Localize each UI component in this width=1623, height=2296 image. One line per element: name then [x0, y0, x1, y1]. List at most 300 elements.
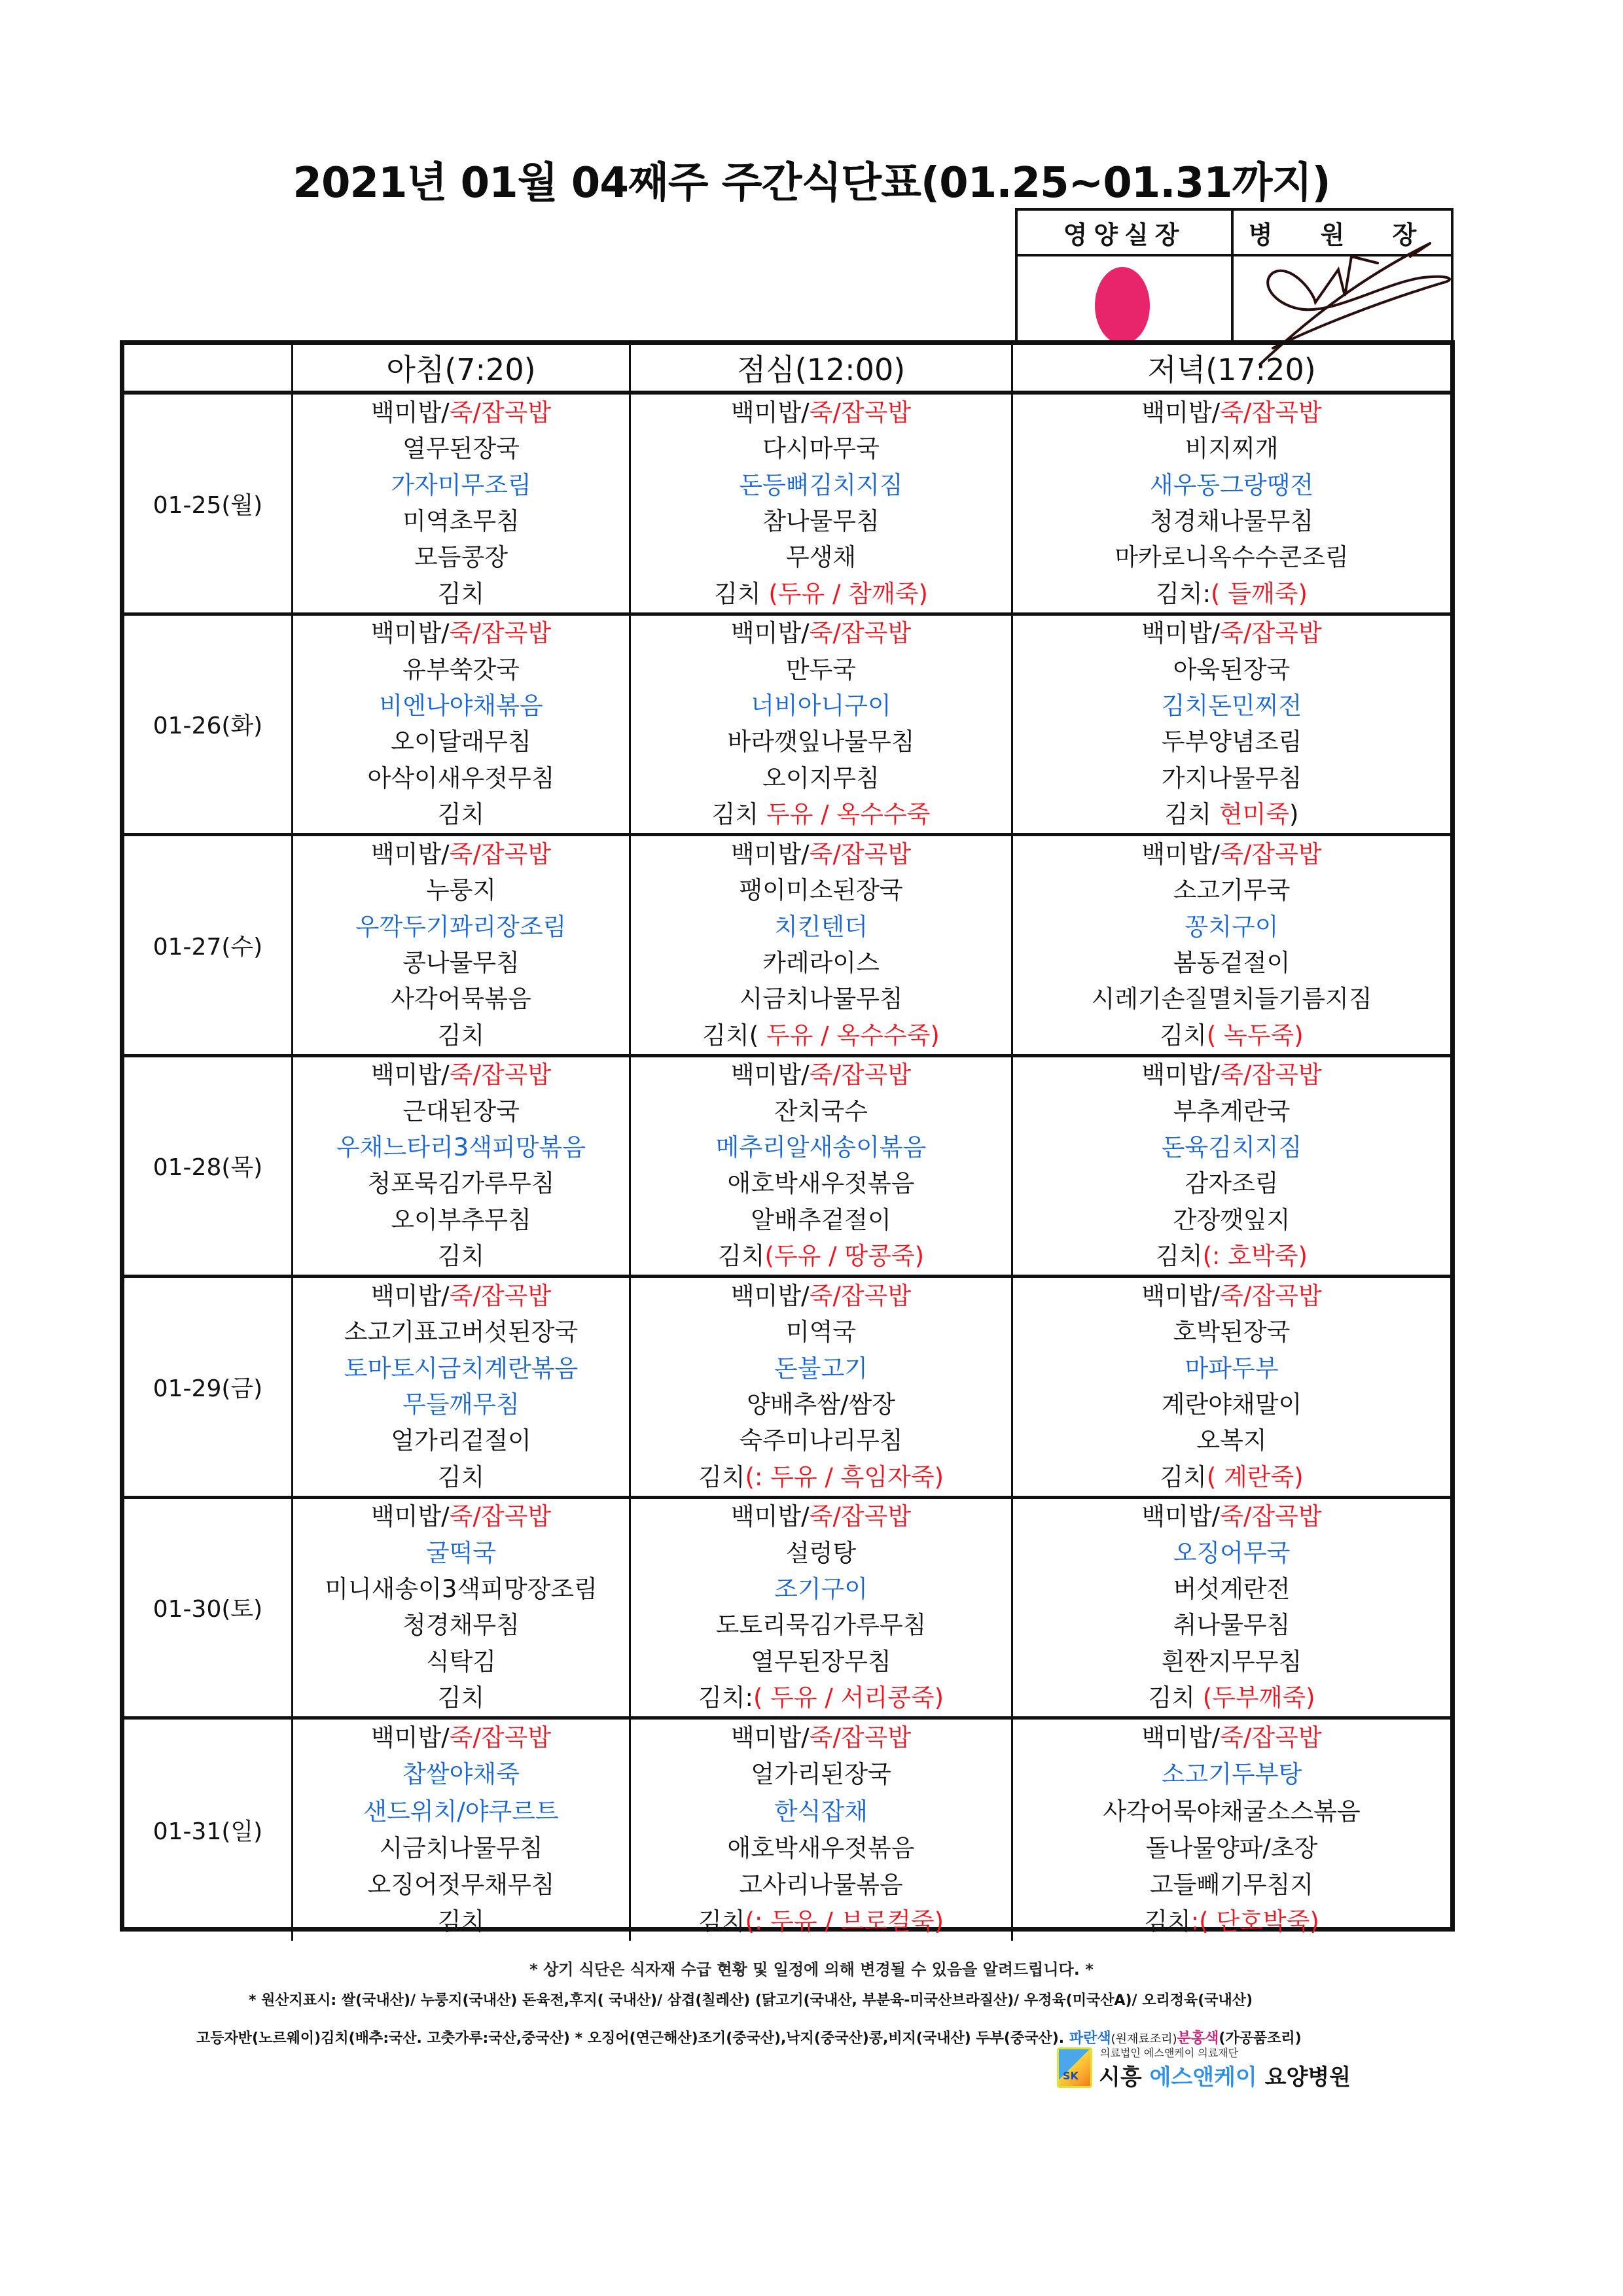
- menu-item: [774, 1794, 868, 1829]
- menu-item-text: 죽/잡곡밥: [1220, 1281, 1322, 1310]
- menu-item: [438, 1904, 484, 1939]
- menu-item-text: 열무된장국: [402, 434, 520, 463]
- logo-name-part1: 시흥: [1099, 2064, 1150, 2091]
- menu-item: [368, 1166, 555, 1201]
- dinner-cell: [1013, 1499, 1450, 1717]
- menu-item-text: 현미죽: [1219, 800, 1290, 829]
- menu-item: [1141, 616, 1321, 651]
- menu-item-text: 백미밥/: [370, 398, 450, 427]
- menu-item: [1162, 1130, 1302, 1165]
- date-label: 01-25(월): [152, 491, 263, 519]
- menu-item-text: 김치: [1148, 1684, 1203, 1712]
- menu-item-text: 오징어젓무채무침: [367, 1871, 555, 1899]
- menu-item: [1092, 981, 1372, 1017]
- menu-item-text: 백미밥/: [730, 398, 810, 427]
- menu-item-text: 숙주미나리무침: [739, 1426, 903, 1455]
- menu-item-text: 김치: [714, 579, 769, 608]
- menu-item-text: 김치: [698, 1907, 745, 1936]
- menu-item: [1160, 1460, 1303, 1495]
- menu-item-text: 새우동그랑땡전: [1149, 470, 1314, 499]
- menu-item-text: 치킨텐더: [774, 912, 868, 941]
- menu-item-text: 애호박새우젓볶음: [727, 1833, 915, 1862]
- menu-item: [731, 616, 911, 651]
- menu-item: [751, 1757, 891, 1792]
- breakfast-cell: [293, 1278, 631, 1496]
- menu-item-text: 무생채: [785, 543, 857, 572]
- header-date-cell: [124, 345, 293, 391]
- menu-item: [739, 873, 902, 908]
- table-row: [124, 836, 1450, 1057]
- menu-item-text: 김치: [1144, 1907, 1191, 1936]
- menu-item: [1165, 797, 1299, 832]
- menu-item: [438, 1018, 484, 1053]
- menu-item: [402, 1757, 520, 1792]
- menu-item: [1146, 1831, 1318, 1866]
- menu-item: [751, 1203, 891, 1238]
- menu-item: [731, 1279, 911, 1314]
- menu-item-text: ( 두유 / 서리콩죽): [753, 1684, 944, 1712]
- menu-item-text: 부추계란국: [1173, 1097, 1291, 1125]
- menu-item: [1173, 1608, 1291, 1643]
- menu-item: [774, 1351, 868, 1386]
- breakfast-cell: [293, 1057, 631, 1275]
- menu-item-text: 백미밥/: [730, 839, 810, 868]
- logo-name: [1099, 2059, 1351, 2091]
- menu-item-text: 유부쑥갓국: [402, 655, 520, 684]
- date-label: 01-28(목): [152, 1154, 263, 1182]
- menu-item: [762, 431, 880, 467]
- menu-item-text: 카레라이스: [762, 948, 880, 977]
- menu-item-text: 죽/잡곡밥: [1220, 1502, 1322, 1531]
- menu-item-text: 죽/잡곡밥: [1220, 839, 1322, 868]
- menu-item-text: 봄동겉절이: [1173, 948, 1291, 977]
- menu-item: [786, 1536, 856, 1571]
- menu-item-text: 도토리묵김가루무침: [715, 1611, 927, 1640]
- approval-label-hospital-director: 병 원 장: [1234, 211, 1451, 256]
- menu-item: [426, 873, 496, 908]
- menu-item-text: 너비아니구이: [751, 692, 891, 720]
- legend-pink-label: 분홍색: [1177, 2030, 1219, 2047]
- menu-item-text: 버섯계란전: [1173, 1575, 1291, 1604]
- menu-item: [325, 1572, 597, 1607]
- breakfast-cell: [293, 1720, 631, 1941]
- menu-item-text: 죽/잡곡밥: [449, 398, 552, 427]
- menu-item: [1160, 1018, 1303, 1053]
- menu-item: [1162, 688, 1302, 724]
- menu-item-text: 김치: [1164, 800, 1219, 829]
- menu-item: [1148, 1680, 1315, 1716]
- menu-item: [728, 724, 915, 760]
- menu-item: [1173, 1536, 1291, 1571]
- menu-item: [438, 1239, 484, 1274]
- menu-item-text: ): [1289, 800, 1299, 829]
- menu-item: [371, 1720, 551, 1756]
- menu-item: [1141, 837, 1321, 872]
- menu-item-text: ( 들깨죽): [1211, 579, 1308, 608]
- date-label: 01-29(금): [152, 1375, 263, 1402]
- menu-item-text: 찹쌀야채죽: [402, 1760, 520, 1789]
- menu-item-text: 마카로니옥수수콘조림: [1115, 543, 1349, 572]
- menu-item: [774, 1572, 868, 1607]
- menu-item: [1103, 1794, 1360, 1829]
- menu-item: [702, 1018, 940, 1053]
- menu-item: [762, 945, 880, 981]
- table-row: [124, 1278, 1450, 1499]
- menu-item-text: 김치(: [702, 1021, 759, 1050]
- menu-item-text: 토마토시금치계란볶음: [344, 1354, 579, 1383]
- menu-item-text: 김치: [437, 1021, 485, 1050]
- menu-item-text: 얼가리겉절이: [391, 1426, 531, 1455]
- dinner-cell: [1013, 395, 1450, 612]
- menu-item: [438, 1680, 484, 1716]
- menu-item: [1196, 1423, 1266, 1458]
- menu-item-text: 두유 / 옥수수죽: [766, 800, 931, 829]
- logo-subtitle: 의료법인 에스앤케이 의료재단: [1100, 2047, 1239, 2059]
- approval-label-nutrition-chief: 영양실장: [1018, 211, 1234, 256]
- menu-item-text: 김치: [437, 579, 485, 608]
- menu-item: [363, 1794, 558, 1829]
- menu-item-text: 죽/잡곡밥: [809, 1281, 912, 1310]
- menu-item-text: (: 호박죽): [1202, 1242, 1308, 1271]
- menu-item-text: 다시마무국: [762, 434, 880, 463]
- menu-item-text: 잔치국수: [774, 1097, 868, 1125]
- menu-item: [391, 981, 531, 1017]
- menu-item: [368, 761, 555, 796]
- menu-item-text: 죽/잡곡밥: [449, 1281, 552, 1310]
- date-cell: [124, 1278, 293, 1496]
- menu-item-text: (두부깨죽): [1202, 1684, 1315, 1712]
- menu-item-text: 백미밥/: [370, 1723, 450, 1752]
- menu-item-text: 백미밥/: [1141, 1502, 1221, 1531]
- legend-pink-desc: (가공품조리): [1219, 2030, 1302, 2047]
- menu-item-text: 알배추겉절이: [751, 1205, 891, 1234]
- lunch-cell: [631, 395, 1013, 612]
- menu-item: [728, 1166, 915, 1201]
- dinner-cell: [1013, 1720, 1450, 1941]
- logo-name-part2: 에스앤케이: [1149, 2064, 1257, 2091]
- menu-item-text: 고들빼기무침지: [1149, 1871, 1314, 1899]
- menu-item-text: ( 녹두죽): [1206, 1021, 1304, 1050]
- menu-item: [751, 688, 891, 724]
- menu-item-text: 백미밥/: [1141, 398, 1221, 427]
- breakfast-cell: [293, 836, 631, 1054]
- menu-item: [786, 652, 856, 688]
- table-header-row: [124, 345, 1450, 395]
- menu-item-text: 김치:: [1156, 579, 1211, 608]
- menu-item-text: 오징어무국: [1173, 1538, 1291, 1567]
- menu-item-text: 아욱된장국: [1173, 655, 1291, 684]
- menu-item-text: 콩나물무침: [402, 948, 520, 977]
- menu-item: [371, 1279, 551, 1314]
- menu-item: [1141, 395, 1321, 431]
- menu-item-text: 죽/잡곡밥: [809, 1061, 912, 1089]
- menu-item-text: 열무된장무침: [751, 1647, 891, 1676]
- menu-item-text: 가자미무조림: [391, 470, 531, 499]
- menu-item-text: 죽/잡곡밥: [449, 839, 552, 868]
- menu-item: [739, 1867, 902, 1903]
- menu-item-text: 설렁탕: [785, 1538, 857, 1567]
- menu-item: [391, 1423, 531, 1458]
- breakfast-cell: [293, 395, 631, 612]
- menu-item: [336, 1130, 586, 1165]
- menu-item-text: 돈육김치지짐: [1161, 1133, 1302, 1162]
- logo-mark-icon: [1057, 2047, 1092, 2088]
- menu-item: [1162, 1757, 1302, 1792]
- menu-item: [1144, 1904, 1319, 1939]
- menu-item: [1150, 468, 1313, 503]
- lunch-cell: [631, 1057, 1013, 1275]
- menu-item: [731, 1720, 911, 1756]
- menu-item: [438, 576, 484, 612]
- menu-item: [426, 1536, 496, 1571]
- stamp-icon: [1095, 267, 1150, 344]
- menu-item: [356, 910, 567, 945]
- menu-item-text: 오이달래무침: [391, 728, 531, 756]
- menu-item: [344, 1351, 578, 1386]
- menu-item: [1173, 873, 1291, 908]
- menu-item: [716, 1130, 927, 1165]
- menu-item-text: 죽/잡곡밥: [449, 1061, 552, 1089]
- menu-item-text: 소고기두부탕: [1161, 1760, 1302, 1789]
- menu-item-text: 흰짠지무무침: [1161, 1647, 1302, 1676]
- menu-item-text: 얼가리된장국: [751, 1760, 891, 1789]
- menu-item-text: 김치: [437, 1462, 485, 1491]
- header-lunch: 점심(12:00): [631, 345, 1013, 391]
- menu-item-text: 호박된장국: [1173, 1318, 1291, 1347]
- menu-item-text: 죽/잡곡밥: [1220, 398, 1322, 427]
- menu-item-text: 취나물무침: [1173, 1611, 1291, 1640]
- menu-item: [368, 1867, 555, 1903]
- menu-item: [1141, 1499, 1321, 1534]
- menu-item-text: 비지찌개: [1185, 434, 1279, 463]
- dinner-cell: [1013, 616, 1450, 834]
- menu-item: [402, 1387, 520, 1422]
- menu-item: [1173, 1094, 1291, 1129]
- menu-item-text: 두부양념조림: [1161, 728, 1302, 756]
- menu-item: [714, 576, 928, 612]
- menu-item: [698, 1680, 944, 1716]
- menu-item: [402, 1608, 520, 1643]
- menu-item-text: 청경채무침: [402, 1611, 520, 1640]
- menu-item-text: 오복지: [1196, 1426, 1267, 1455]
- menu-item: [1185, 431, 1279, 467]
- menu-item-text: 미니새송이3색피망장조림: [325, 1575, 597, 1604]
- dinner-cell: [1013, 1278, 1450, 1496]
- menu-item: [762, 761, 880, 796]
- legend-blue-desc: (원재료조리): [1111, 2032, 1177, 2046]
- menu-item: [391, 724, 531, 760]
- menu-item-text: 돌나물양파/초장: [1145, 1833, 1318, 1862]
- logo-mark-text: SK: [1063, 2070, 1079, 2082]
- menu-item: [371, 616, 551, 651]
- menu-item-text: 고사리나물볶음: [739, 1871, 903, 1899]
- menu-item-text: (: 두유 / 흑임자죽): [745, 1462, 944, 1491]
- menu-item: [426, 1644, 496, 1680]
- menu-item-text: 백미밥/: [370, 1061, 450, 1089]
- lunch-cell: [631, 1278, 1013, 1496]
- menu-item-text: 두유 / 옥수수죽): [758, 1021, 940, 1050]
- menu-item-text: 간장깻잎지: [1173, 1205, 1291, 1234]
- menu-item-text: 백미밥/: [370, 839, 450, 868]
- menu-item: [774, 910, 868, 945]
- menu-item: [1162, 724, 1302, 760]
- menu-item: [1162, 1644, 1302, 1680]
- menu-item: [698, 1460, 944, 1495]
- menu-item-text: 시금치나물무침: [379, 1833, 543, 1862]
- menu-item-text: 청경채나물무침: [1149, 506, 1314, 535]
- menu-item-text: 백미밥/: [1141, 1061, 1221, 1089]
- table-row: [124, 1720, 1450, 1941]
- menu-item-text: 죽/잡곡밥: [809, 619, 912, 648]
- menu-item: [774, 1094, 868, 1129]
- menu-item-text: 돈등뼈김치지짐: [739, 470, 903, 499]
- menu-item: [371, 1057, 551, 1093]
- menu-item-text: 백미밥/: [1141, 619, 1221, 648]
- menu-item-text: (두유 / 땅콩죽): [764, 1242, 925, 1271]
- menu-item-text: 백미밥/: [370, 1281, 450, 1310]
- menu-item-text: 백미밥/: [1141, 1281, 1221, 1310]
- menu-item: [1156, 576, 1308, 612]
- header-dinner: 저녁(17:20): [1147, 352, 1316, 387]
- menu-item: [391, 1203, 531, 1238]
- menu-item-text: 조기구이: [774, 1575, 868, 1604]
- date-cell: [124, 395, 293, 612]
- menu-item-text: 식탁김: [425, 1647, 497, 1676]
- menu-item: [728, 1831, 915, 1866]
- menu-item: [402, 504, 520, 539]
- menu-item: [1173, 652, 1291, 688]
- menu-item-text: 죽/잡곡밥: [1220, 1061, 1322, 1089]
- menu-item: [712, 797, 931, 832]
- breakfast-cell: [293, 1499, 631, 1717]
- menu-item-text: 사각어묵볶음: [391, 985, 531, 1014]
- menu-item: [739, 1423, 902, 1458]
- menu-item: [1185, 1351, 1279, 1386]
- menu-item-text: 죽/잡곡밥: [449, 619, 552, 648]
- menu-item-text: (두유 / 참깨죽): [768, 579, 928, 608]
- menu-item: [731, 1057, 911, 1093]
- menu-item-text: 감자조림: [1185, 1169, 1279, 1198]
- legend-blue-label: 파란색: [1069, 2030, 1111, 2047]
- menu-item-text: (: 두유 / 브로컬죽): [745, 1907, 944, 1936]
- menu-item: [402, 945, 520, 981]
- menu-item: [438, 797, 484, 832]
- menu-item-text: 김치: [698, 1462, 745, 1491]
- menu-item: [344, 1315, 578, 1350]
- menu-item-text: 모듬콩장: [414, 543, 508, 572]
- menu-item-text: 한식잡채: [774, 1797, 868, 1826]
- menu-item-text: 미역국: [785, 1318, 857, 1347]
- origin-line-2-text: 고등자반(노르웨이)김치(배추:국산. 고춧가루:국산,중국산) * 오징어(연근해산)조기(중국산),낙지(중국산)콩,비지(국내산) 두부(중국산).: [196, 2030, 1065, 2047]
- menu-item: [1141, 1720, 1321, 1756]
- menu-item: [379, 688, 543, 724]
- logo-name-part3: 요양병원: [1257, 2064, 1351, 2091]
- menu-item-text: 계란야채말이: [1161, 1390, 1302, 1419]
- menu-item: [786, 1315, 856, 1350]
- menu-item-text: 김치: [1156, 1242, 1203, 1271]
- menu-item: [731, 395, 911, 431]
- lunch-cell: [631, 836, 1013, 1054]
- menu-item-text: 바라깻잎나물무침: [727, 728, 915, 756]
- menu-item-text: 백미밥/: [370, 619, 450, 648]
- menu-item-text: 비엔나야채볶음: [379, 692, 543, 720]
- menu-item: [391, 468, 531, 503]
- menu-item: [379, 1831, 543, 1866]
- origin-line-1: * 원산지표시: 쌀(국내산)/ 누룽지(국내산) 돈육전,후지( 국내산)/ 삼겹(칠레산) (닭고기(국내산, 부분육-미국산브라질산)/ 우정육(미국산A)/ 오리정육(국내산): [249, 1992, 1253, 2009]
- hospital-logo: [1057, 2045, 1358, 2091]
- menu-item-text: 꽁치구이: [1185, 912, 1279, 941]
- menu-item-text: 우깍두기꽈리장조림: [355, 912, 567, 941]
- menu-item: [371, 1499, 551, 1534]
- menu-item-text: 애호박새우젓볶음: [727, 1169, 915, 1198]
- menu-item: [1185, 910, 1279, 945]
- menu-item-text: 죽/잡곡밥: [809, 1723, 912, 1752]
- menu-item-text: 만두국: [785, 655, 857, 684]
- table-row: [124, 1499, 1450, 1720]
- menu-item: [402, 431, 520, 467]
- menu-item-text: 김치: [1160, 1462, 1207, 1491]
- menu-item-text: 백미밥/: [370, 1502, 450, 1531]
- menu-item-text: ( 계란죽): [1206, 1462, 1304, 1491]
- table-row: [124, 616, 1450, 837]
- menu-item: [1150, 504, 1313, 539]
- menu-item-text: 누룽지: [425, 876, 497, 905]
- date-cell: [124, 836, 293, 1054]
- menu-item-text: 근대된장국: [402, 1097, 520, 1125]
- menu-item: [402, 652, 520, 688]
- menu-item: [1141, 1279, 1321, 1314]
- menu-item-text: 돈불고기: [774, 1354, 868, 1383]
- menu-item-text: 시금치나물무침: [739, 985, 903, 1014]
- menu-item: [402, 1094, 520, 1129]
- menu-item: [716, 1608, 927, 1643]
- menu-item-text: 팽이미소된장국: [739, 876, 903, 905]
- lunch-cell: [631, 616, 1013, 834]
- menu-item: [747, 1387, 895, 1422]
- approval-box: [1015, 208, 1454, 340]
- date-label: 01-27(수): [152, 933, 263, 961]
- menu-item-text: 무들깨무침: [402, 1390, 520, 1419]
- menu-item-text: 백미밥/: [1141, 839, 1221, 868]
- menu-item-text: 김치: [1160, 1021, 1207, 1050]
- menu-item-text: 죽/잡곡밥: [809, 398, 912, 427]
- date-cell: [124, 616, 293, 834]
- menu-item-text: 죽/잡곡밥: [1220, 619, 1322, 648]
- menu-item: [1156, 1239, 1308, 1274]
- date-cell: [124, 1499, 293, 1717]
- menu-item: [1173, 945, 1291, 981]
- menu-item-text: 참나물무침: [762, 506, 880, 535]
- menu-item: [1162, 1387, 1302, 1422]
- dinner-cell: [1013, 1057, 1450, 1275]
- menu-item-text: 가지나물무침: [1161, 764, 1302, 792]
- menu-item-text: 사각어묵야채굴소스볶음: [1103, 1797, 1361, 1826]
- menu-item: [1185, 1166, 1279, 1201]
- menu-item: [718, 1239, 924, 1274]
- menu-item-text: 샌드위치/야쿠르트: [363, 1797, 559, 1826]
- menu-item-text: 소고기표고버섯된장국: [344, 1318, 579, 1347]
- menu-item-text: 김치: [717, 1242, 765, 1271]
- menu-item-text: 김치: [437, 1684, 485, 1712]
- menu-item-text: 죽/잡곡밥: [1220, 1723, 1322, 1752]
- date-label: 01-30(토): [152, 1596, 263, 1623]
- menu-item-text: 김치: [711, 800, 766, 829]
- menu-item: [731, 1499, 911, 1534]
- menu-item-text: 시레기손질멸치들기름지짐: [1091, 985, 1372, 1014]
- header-breakfast: 아침(7:20): [293, 345, 631, 391]
- menu-item-text: 양배추쌈/쌈장: [747, 1390, 895, 1419]
- approval-cell-hospital-director: [1234, 256, 1451, 340]
